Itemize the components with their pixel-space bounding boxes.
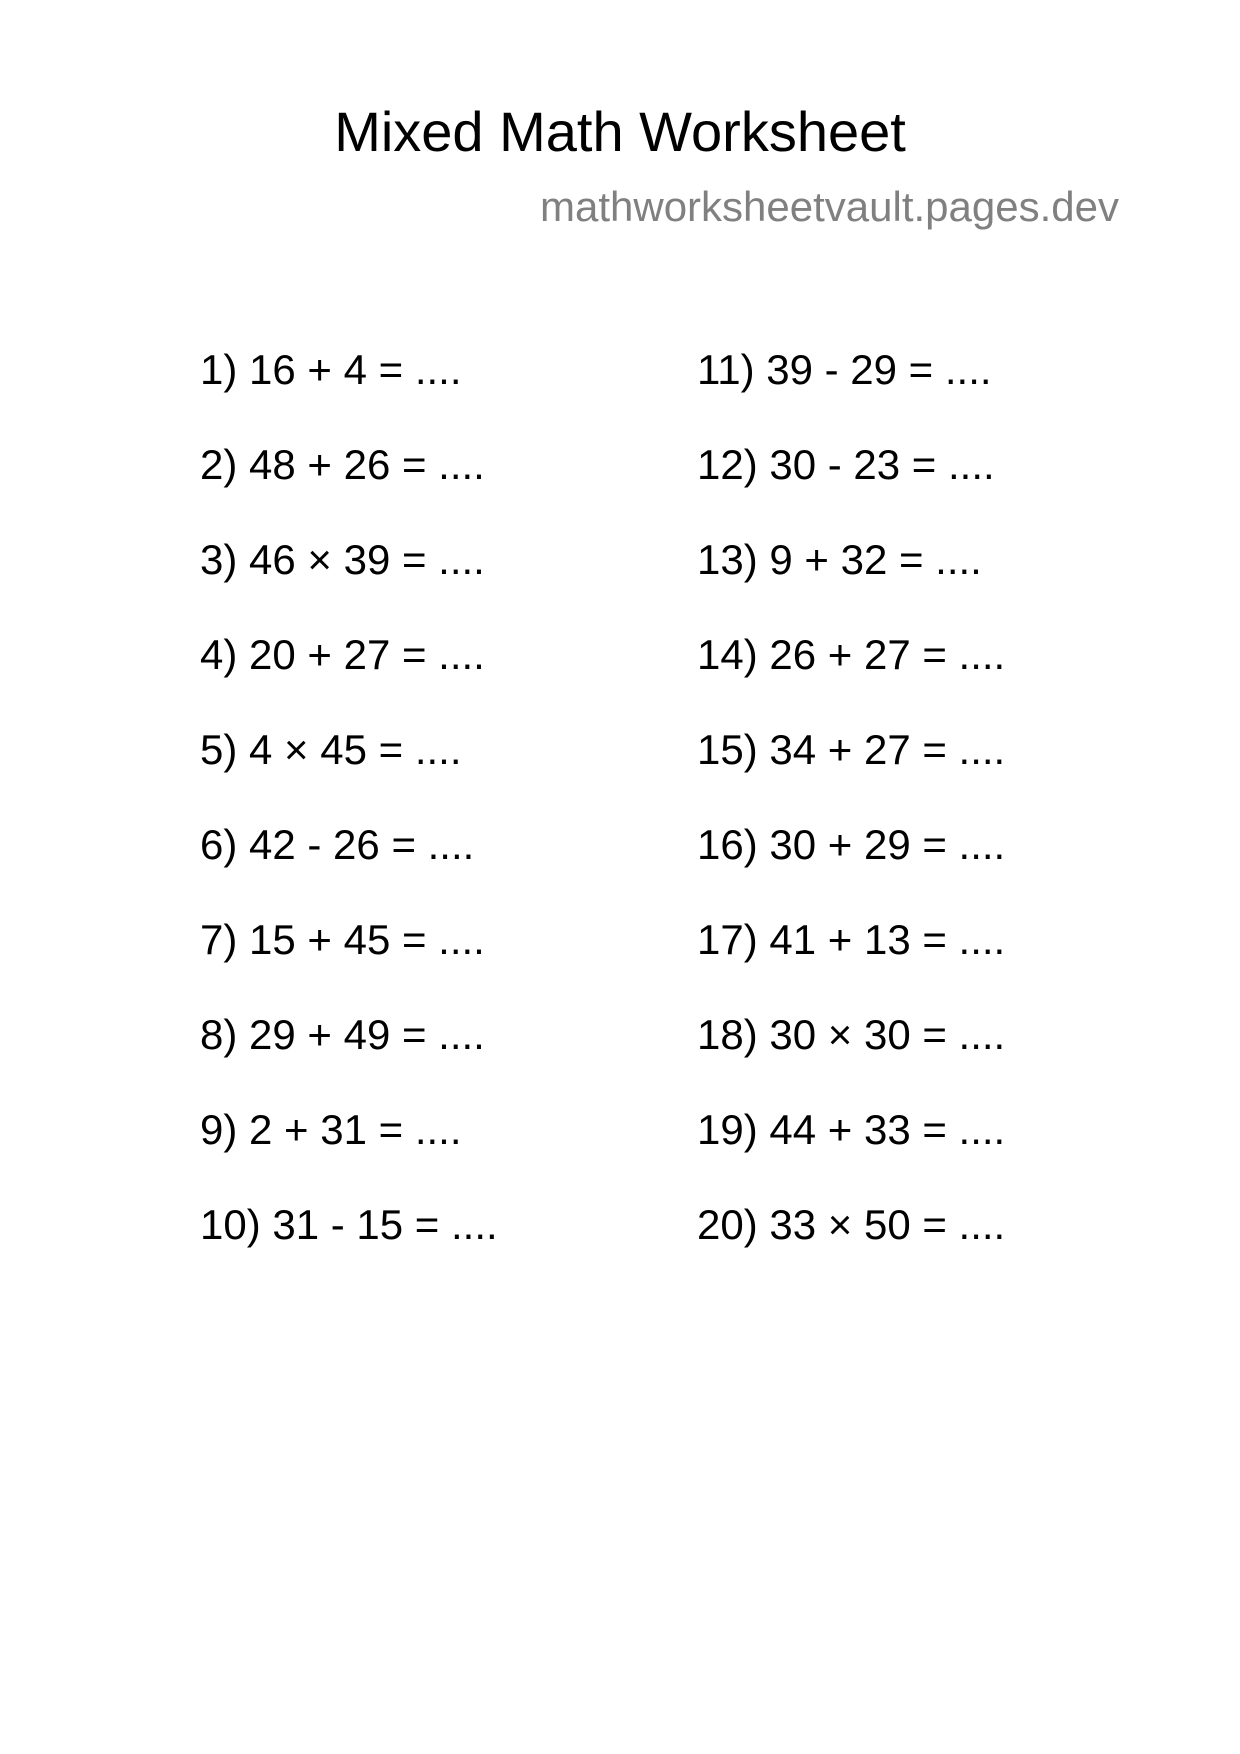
- problem-19: 19) 44 + 33 = ....: [697, 1106, 1006, 1153]
- problem-17: 17) 41 + 13 = ....: [697, 916, 1006, 963]
- problem-6: 6) 42 - 26 = ....: [200, 821, 475, 868]
- worksheet-title: Mixed Math Worksheet: [334, 100, 906, 163]
- problem-2: 2) 48 + 26 = ....: [200, 441, 485, 488]
- problem-20: 20) 33 × 50 = ....: [697, 1201, 1006, 1248]
- website-url: mathworksheetvault.pages.dev: [540, 183, 1119, 230]
- problems-column-right: [697, 346, 1005, 1296]
- problem-14: 14) 26 + 27 = ....: [697, 631, 1006, 678]
- problem-11: 11) 39 - 29 = ....: [697, 346, 992, 393]
- problem-18: 18) 30 × 30 = ....: [697, 1011, 1006, 1058]
- problem-9: 9) 2 + 31 = ....: [200, 1106, 462, 1153]
- problem-12: 12) 30 - 23 = ....: [697, 441, 995, 488]
- problem-13: 13) 9 + 32 = ....: [697, 536, 982, 583]
- problem-7: 7) 15 + 45 = ....: [200, 916, 485, 963]
- problem-5: 5) 4 × 45 = ....: [200, 726, 462, 773]
- problem-16: 16) 30 + 29 = ....: [697, 821, 1006, 868]
- problem-8: 8) 29 + 49 = ....: [200, 1011, 485, 1058]
- problem-4: 4) 20 + 27 = ....: [200, 631, 485, 678]
- problem-15: 15) 34 + 27 = ....: [697, 726, 1006, 773]
- problem-10: 10) 31 - 15 = ....: [200, 1201, 498, 1248]
- problem-3: 3) 46 × 39 = ....: [200, 536, 485, 583]
- problems-column-left: [200, 346, 498, 1296]
- problem-1: 1) 16 + 4 = ....: [200, 346, 462, 393]
